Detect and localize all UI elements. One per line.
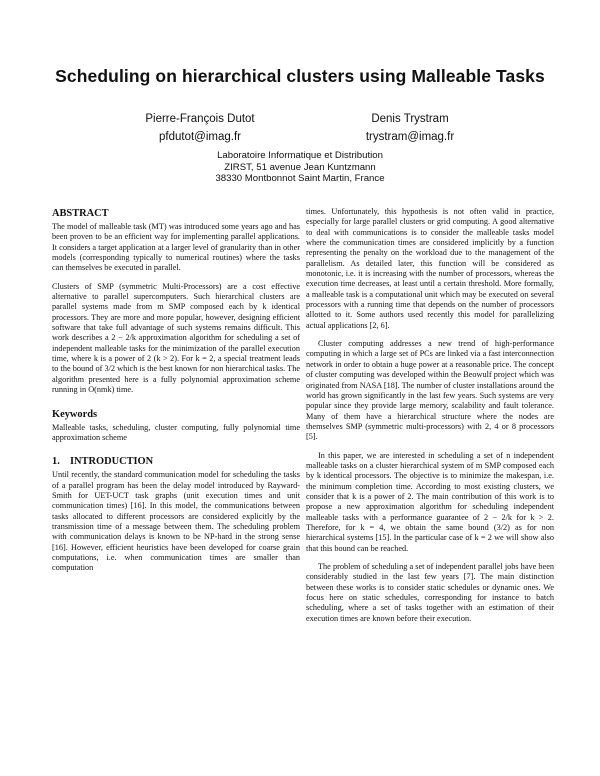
- affiliation: [0, 150, 600, 185]
- section-title: INTRODUCTION: [70, 456, 154, 468]
- affiliation-line: ZIRST, 51 avenue Jean Kuntzmann: [224, 161, 376, 173]
- body-paragraph: Cluster computing addresses a new trend of high-performance computing in which a large set of PCs are linked via a fast interconnection network in order to obtain a huge power at a reasonable price. The concept of cluster computing was developed within the Beowulf project which was originated from NASA [18]. The number of cluster installations around the world has grown significantly in the last few years. Such systems are very popular since they provide large memory, scalability and fault tolerance. Many of them have a hierarchical structure where the nodes are themselves SMP (symmetric multi-processors) with 2, 4 or 8 processors [5].: [306, 339, 554, 442]
- body-paragraph: times. Unfortunately, this hypothesis is not often valid in practice, especially for large parallel clusters or grid computing. A good alternative to deal with communications is to consider the malleable tasks model where the communication times are considered implicitly by a function representing the penalty on the workload due to the management of the parallelism. As detailed later, this function will be considered as monotonic, i.e. it is increasing with the number of processors, whereas the execution time decreases, at least until a certain threshold. More formally, a malleable task is a computational unit which may be executed on several processors with a running time that depends on the number of processors allotted to it. Some authors used recently this model for parallelizing actual applications [2, 6].: [306, 207, 554, 330]
- paper-title: Scheduling on hierarchical clusters using Malleable Tasks: [55, 66, 545, 86]
- body-paragraph: Until recently, the standard communication model for scheduling the tasks of a parallel program has been the delay model introduced by Rayward-Smith for UET-UCT task graphs (unit execution times and unit communication times) [16]. In this model, the communications between tasks allocated to different processors are considered explicitly by the transmission time of a message between them. The scheduling problem with communication delays is known to be NP-hard in the strong sense [16]. However, efficient heuristics have been developed for coarse grain computations, i.e. when communication times are smaller than computation: [52, 470, 300, 573]
- author-email: trystram@imag.fr: [365, 131, 455, 143]
- section-heading: [52, 455, 300, 468]
- keywords-heading: Keywords: [52, 408, 98, 420]
- keywords-text: Malleable tasks, scheduling, cluster computing, fully polynomial time approximation scheme: [52, 422, 300, 442]
- right-column: [306, 207, 554, 632]
- section-number: 1.: [52, 456, 60, 468]
- abstract-paragraph: Clusters of SMP (symmetric Multi-Processors) are a cost effective alternative to parallel supercomputers. Such hierarchical clusters are parallel systems made from m SMP composed each by k identical processors. They are more and more popular, however, designing efficient software that take full advantage of such systems remains difficult. This work describes a 2 − 2/k approximation algorithm for scheduling a set of independent malleable tasks for the minimization of the parallel execution time, where k is a power of 2 (k > 2). For k = 2, a special treatment leads to the bound of 3/2 which is the best known for non hierarchical tasks. The algorithm presented here is a fully polynomial approximation scheme running in O(nmk) time.: [52, 281, 300, 395]
- affiliation-line: Laboratoire Informatique et Distribution: [217, 150, 383, 161]
- affiliation-line: 38330 Montbonnot Saint Martin, France: [215, 173, 385, 184]
- author-name: Pierre-François Dutot: [145, 113, 255, 125]
- author-email: pfdutot@imag.fr: [159, 131, 241, 143]
- body-paragraph: In this paper, we are interested in scheduling a set of n independent malleable tasks on a cluster hierarchical system of m SMP composed each by k identical processors. The objective is to minimize the makespan, i.e. the minimum completion time. According to most existing clusters, we consider that k is a power of 2. The main contribution of this work is to propose a new approximation algorithm for scheduling independent malleable tasks with a performance guarantee of 2 − 2/k for k > 2. Therefore, for k = 4, we obtain the same bound (3/2) as for non hierarchical systems [15]. In the particular case of k = 2 we will show also that this bound can be reached.: [306, 450, 554, 553]
- author-block-1: [110, 110, 290, 146]
- author-name: Denis Trystram: [371, 113, 449, 125]
- left-column: [52, 207, 300, 582]
- body-paragraph: The problem of scheduling a set of independent parallel jobs have been considerably studied in the last few years [7]. The main distinction between these works is to consider static schedules or dynamic ones. We focus here on static schedules, corresponding for instance to batch scheduling, where a set of tasks together with an estimation of their execution times are known before their execution.: [306, 562, 554, 623]
- abstract-heading: ABSTRACT: [52, 208, 109, 219]
- abstract-paragraph: The model of malleable task (MT) was introduced some years ago and has been proven to be an efficient way for implementing parallel applications. It considers a target application at a larger level of granularity than in other models (corresponding typically to numerical routines) where the tasks can themselves be executed in parallel.: [52, 222, 300, 273]
- author-block-2: [320, 110, 500, 146]
